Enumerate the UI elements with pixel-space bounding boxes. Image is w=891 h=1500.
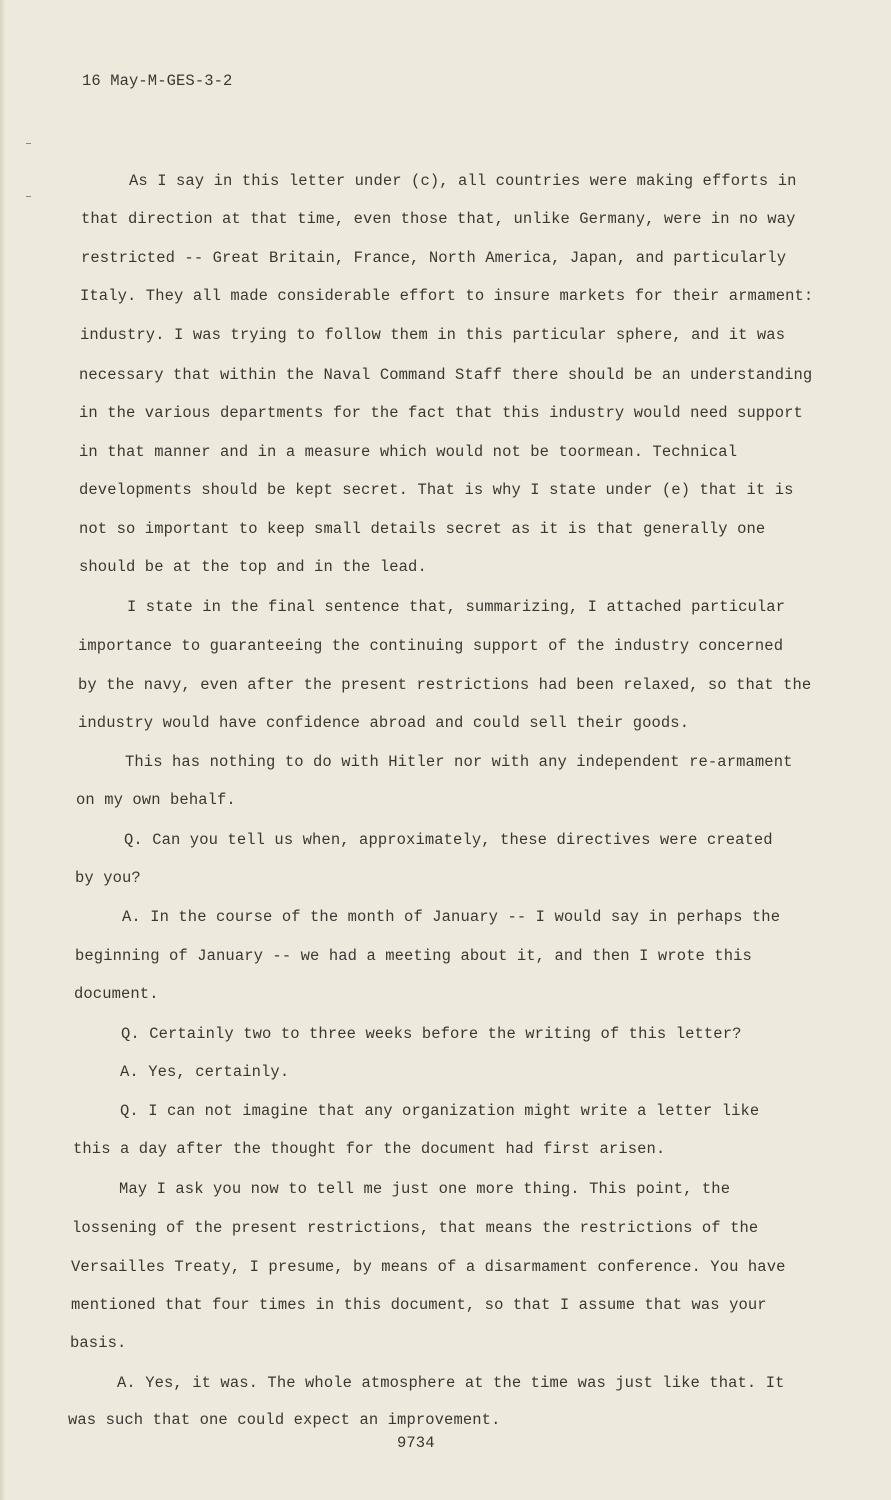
- text-line: this a day after the thought for the document had first arisen.: [73, 1140, 666, 1158]
- text-line: importance to guaranteeing the continuing support of the industry concerned: [78, 637, 784, 655]
- text-line: lossening of the present restrictions, that means the restrictions of the: [72, 1219, 759, 1237]
- text-line: in the various departments for the fact that this industry would need support: [79, 404, 803, 422]
- text-line: by the navy, even after the present restrictions had been relaxed, so that the: [78, 676, 812, 694]
- text-line: should be at the top and in the lead.: [79, 558, 427, 576]
- text-line: industry would have confidence abroad and could sell their goods.: [78, 714, 690, 732]
- text-line: basis.: [70, 1334, 127, 1352]
- text-line: not so important to keep small details secret as it is that generally one: [79, 520, 766, 538]
- text-line: in that manner and in a measure which would not be toormean. Technical: [79, 443, 738, 461]
- text-line: document.: [74, 985, 159, 1003]
- text-line: Q. I can not imagine that any organization might write a letter like: [120, 1102, 760, 1120]
- text-line: Q. Can you tell us when, approximately, these directives were created: [124, 831, 773, 849]
- page-number: 9734: [397, 1434, 435, 1452]
- text-line: beginning of January -- we had a meeting about it, and then I wrote this: [75, 947, 752, 965]
- text-line: mentioned that four times in this document, so that I assume that was your: [71, 1296, 767, 1314]
- document-header: 16 May-M-GES-3-2: [82, 72, 233, 90]
- text-line: Versailles Treaty, I presume, by means of a disarmament conference. You have: [71, 1258, 786, 1276]
- text-line: A. Yes, certainly.: [120, 1063, 290, 1081]
- text-line: was such that one could expect an improvement.: [68, 1411, 501, 1429]
- margin-mark: [26, 143, 31, 144]
- text-line: developments should be kept secret. That is why I state under (e) that it is: [79, 481, 794, 499]
- text-line: I state in the final sentence that, summarizing, I attached particular: [127, 598, 786, 616]
- text-line: Q. Certainly two to three weeks before the writing of this letter?: [121, 1025, 742, 1043]
- text-line: May I ask you now to tell me just one more thing. This point, the: [119, 1180, 731, 1198]
- text-line: industry. I was trying to follow them in this particular sphere, and it was: [80, 326, 786, 344]
- margin-mark: [26, 196, 31, 197]
- text-line: that direction at that time, even those that, unlike Germany, were in no way: [81, 210, 796, 228]
- text-line: by you?: [75, 869, 141, 887]
- text-line: on my own behalf.: [76, 791, 236, 809]
- page-edge-shadow: [0, 0, 6, 1500]
- text-line: A. Yes, it was. The whole atmosphere at the time was just like that. It: [117, 1374, 785, 1392]
- text-line: This has nothing to do with Hitler nor with any independent re-armament: [125, 753, 793, 771]
- text-line: As I say in this letter under (c), all countries were making efforts in: [129, 172, 797, 190]
- text-line: restricted -- Great Britain, France, North America, Japan, and particularly: [81, 249, 787, 267]
- text-line: necessary that within the Naval Command Staff there should be an understanding: [79, 366, 813, 384]
- text-line: Italy. They all made considerable effort to insure markets for their armament:: [80, 287, 814, 305]
- text-line: A. In the course of the month of January -- I would say in perhaps the: [122, 908, 781, 926]
